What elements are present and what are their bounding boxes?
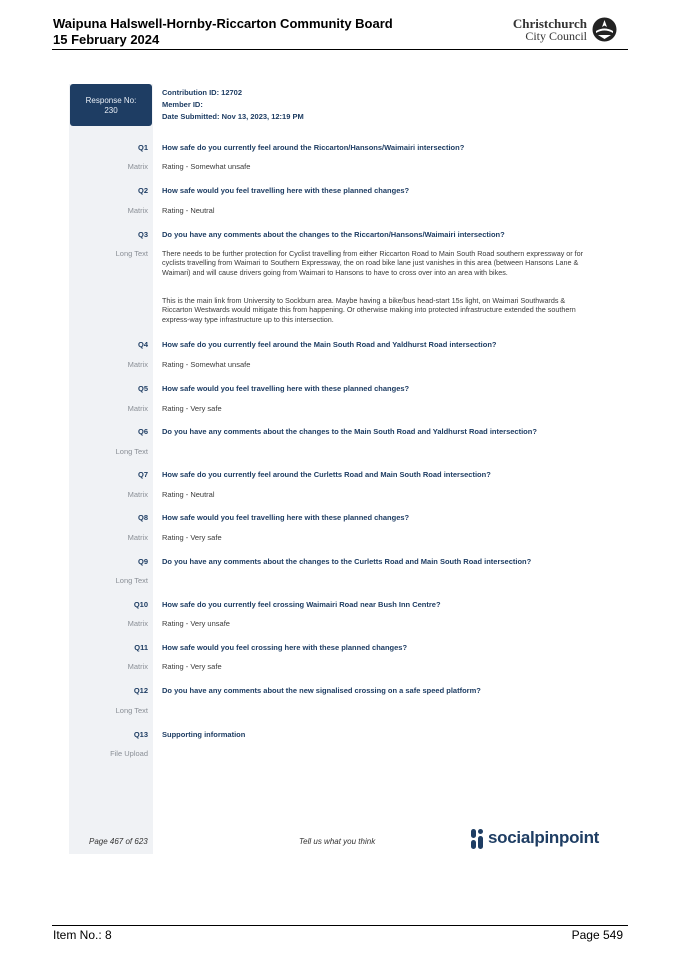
answer-text: Rating - Somewhat unsafe <box>162 360 251 369</box>
question-number: Q11 <box>134 643 148 652</box>
question-text: How safe do you currently feel around the Main South Road and Yaldhurst Road intersection? <box>162 340 497 349</box>
footer-divider <box>52 925 628 926</box>
question-type: Matrix <box>127 162 148 171</box>
question-text: How safe do you currently feel crossing Waimairi Road near Bush Inn Centre? <box>162 600 441 609</box>
question-number: Q12 <box>133 686 148 695</box>
question-text: Do you have any comments about the changes to the Curletts Road and Main South Road intersection? <box>162 557 532 566</box>
question-text: How safe would you feel travelling here with these planned changes? <box>162 186 410 195</box>
council-crest-icon <box>592 17 617 42</box>
answer-paragraph: This is the main link from University to Sockburn area. Maybe having a bike/bus head-start 15s light, on Waimari Southwards & Riccarton Westwards would mitigate this from happening. Or otherwise making into protected infrastructure extended the southern express-way type infrastructure up to this intersection. <box>162 296 576 324</box>
question-number: Q13 <box>133 730 148 739</box>
response-label: Response No: <box>85 96 137 105</box>
question-type: Long Text <box>115 447 148 456</box>
question-number: Q4 <box>137 340 148 349</box>
socialpinpoint-mark-icon <box>470 828 484 850</box>
question-type: Matrix <box>127 619 148 628</box>
question-type: Matrix <box>127 533 148 542</box>
answer-text: Rating - Very safe <box>162 533 222 542</box>
question-number: Q2 <box>137 186 148 195</box>
page-number: Page 549 <box>571 928 623 942</box>
question-number: Q5 <box>137 384 148 393</box>
council-logo <box>507 16 617 46</box>
question-number: Q1 <box>137 143 148 152</box>
question-text: Supporting information <box>162 730 246 739</box>
question-type: Matrix <box>127 206 148 215</box>
logo-text-line1: Christchurch <box>512 16 587 31</box>
board-title: Waipuna Halswell-Hornby-Riccarton Community Board <box>53 16 393 31</box>
question-number: Q9 <box>137 557 148 566</box>
question-text: Do you have any comments about the changes to the Riccarton/Hansons/Waimairi intersection? <box>162 230 505 239</box>
question-text: How safe do you currently feel around the Curletts Road and Main South Road intersection? <box>162 470 491 479</box>
answer-text: Rating - Neutral <box>162 490 215 499</box>
meeting-date: 15 February 2024 <box>53 32 160 47</box>
question-type: Matrix <box>127 404 148 413</box>
date-submitted: Date Submitted: Nov 13, 2023, 12:19 PM <box>162 112 304 121</box>
embedded-page-number: Page 467 of 623 <box>89 837 148 846</box>
item-number: Item No.: 8 <box>53 928 112 942</box>
question-number: Q8 <box>137 513 148 522</box>
question-type: Matrix <box>127 490 148 499</box>
member-id: Member ID: <box>162 100 203 109</box>
answer-text: Rating - Very safe <box>162 662 222 671</box>
answer-text: Rating - Neutral <box>162 206 215 215</box>
question-text: Do you have any comments about the changes to the Main South Road and Yaldhurst Road intersection? <box>162 427 537 436</box>
question-number: Q3 <box>137 230 148 239</box>
brand-name: socialpinpoint <box>488 828 600 847</box>
question-type: File Upload <box>110 749 148 758</box>
logo-text-line2: City Council <box>525 29 587 43</box>
question-text: How safe would you feel crossing here with these planned changes? <box>162 643 408 652</box>
answer-text: Rating - Very safe <box>162 404 222 413</box>
question-text: How safe do you currently feel around the Riccarton/Hansons/Waimairi intersection? <box>162 143 465 152</box>
question-text: How safe would you feel travelling here with these planned changes? <box>162 384 410 393</box>
response-number-badge <box>70 84 152 126</box>
header-divider <box>52 49 628 50</box>
question-text: How safe would you feel travelling here with these planned changes? <box>162 513 410 522</box>
question-number: Q10 <box>133 600 148 609</box>
answer-text: Rating - Very unsafe <box>162 619 230 628</box>
answer-text: Rating - Somewhat unsafe <box>162 162 251 171</box>
question-type: Matrix <box>127 360 148 369</box>
tagline: Tell us what you think <box>299 837 376 846</box>
question-number: Q7 <box>137 470 148 479</box>
question-type: Long Text <box>115 576 148 585</box>
question-number: Q6 <box>137 427 148 436</box>
question-text: Do you have any comments about the new signalised crossing on a safe speed platform? <box>162 686 481 695</box>
question-type: Matrix <box>127 662 148 671</box>
question-type: Long Text <box>115 249 148 258</box>
contribution-id: Contribution ID: 12702 <box>162 88 243 97</box>
question-type: Long Text <box>115 706 148 715</box>
answer-paragraph: There needs to be further protection for Cyclist travelling from either Riccarton Road to Main South Road southern expressway or for cyclists travelling from Waimari to Southern Expressway, the on road bike lane just vanishes in this area (between Hansons Lane & Waimari) and will cause drivers going from Waimari to Hansons to have to cross over into an area with bikes. <box>162 249 584 277</box>
response-number: 230 <box>104 106 118 115</box>
